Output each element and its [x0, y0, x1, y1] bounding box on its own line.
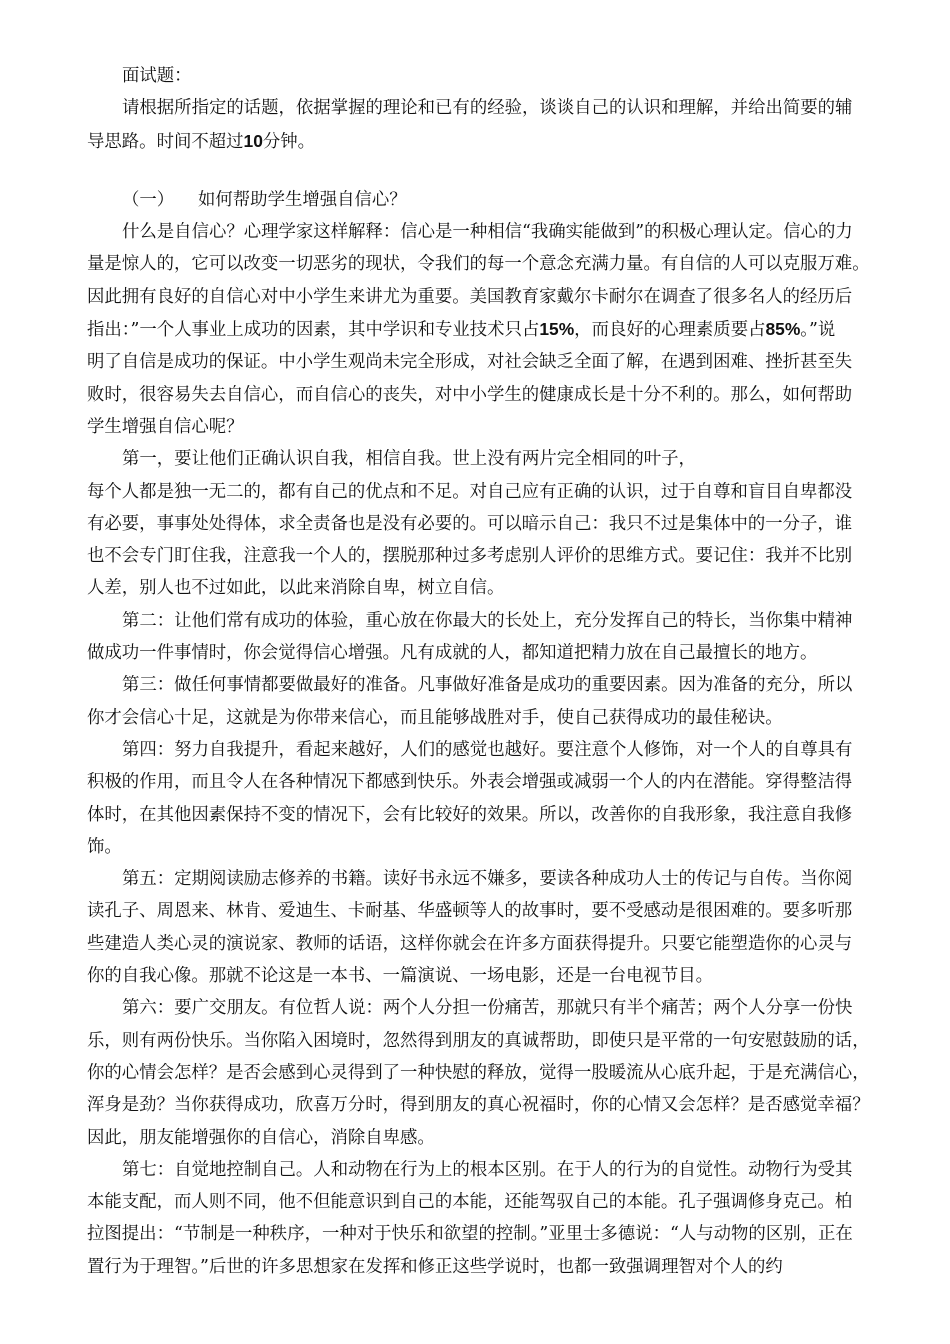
stat-number-1: 15% [539, 319, 575, 340]
body-line: 第一，要让他们正确认识自我，相信自我。世上没有两片完全相同的叶子， [122, 449, 696, 470]
body-line: 第五：定期阅读励志修养的书籍。读好书永远不嫌多，要读各种成功人士的传记与自传。当你阅 [122, 869, 853, 890]
body-line: 因此拥有良好的自信心对中小学生来讲尤为重要。美国教育家戴尔卡耐尔在调查了很多名人的经历后 [87, 286, 853, 307]
intro-paragraph-line-2 [87, 125, 945, 158]
section-heading [87, 184, 945, 216]
body-line: 每个人都是独一无二的，都有自己的优点和不足。对自己应有正确的认识，过于自尊和盲目自卑都没 [87, 481, 853, 502]
section-number: （一） [122, 189, 175, 210]
intro-label: 面试题： [122, 66, 192, 86]
body-line: 人差，别人也不过如此，以此来消除自卑，树立自信。 [87, 578, 505, 599]
body-line: 你才会信心十足，这就是为你带来信心，而且能够战胜对手，使自己获得成功的最佳秘诀。 [87, 707, 783, 728]
stat-text-c: 。”说 [800, 320, 836, 341]
body-line: 置行为于理智。”后世的许多思想家在发挥和修正这些学说时，也都一致强调理智对个人的约 [87, 1256, 783, 1277]
body-line: 你的心情会怎样？是否会感到心灵得到了一种快慰的释放，觉得一股暖流从心底升起，于是充满信心， [87, 1062, 870, 1083]
body-line: 什么是自信心？心理学家这样解释：信心是一种相信“我确实能做到”的积极心理认定。信心的力 [122, 222, 853, 243]
body-line: 有必要，事事处处得体，求全责备也是没有必要的。可以暗示自己：我只不过是集体中的一分子，谁 [87, 513, 853, 534]
body-line: 败时，很容易失去自信心，而自信心的丧失，对中小学生的健康成长是十分不利的。那么，如何帮助 [87, 384, 853, 405]
body-line: 明了自信是成功的保证。中小学生观尚未完全形成，对社会缺乏全面了解，在遇到困难、挫折甚至失 [87, 352, 853, 373]
body-line: 本能支配，而人则不同，他不但能意识到自己的本能，还能驾驭自己的本能。孔子强调修身克己。柏 [87, 1192, 853, 1213]
body-line: 第三：做任何事情都要做最好的准备。凡事做好准备是成功的重要因素。因为准备的充分，所以 [122, 675, 853, 696]
body-line: 你的自我心像。那就不论这是一本书、一篇演说、一场电影，还是一台电视节目。 [87, 966, 714, 987]
body-line: 浑身是劲？当你获得成功，欣喜万分时，得到朋友的真心祝福时，你的心情又会怎样？是否感觉幸福？ [87, 1095, 870, 1116]
section-title: 如何帮助学生增强自信心？ [198, 189, 407, 210]
intro-text-part-a: 导思路。时间不超过 [87, 131, 244, 152]
intro-paragraph-line-1: 请根据所指定的话题，依据掌握的理论和已有的经验，谈谈自己的认识和理解，并给出简要的辅 [122, 98, 853, 119]
body-line: 体时，在其他因素保持不变的情况下，会有比较好的效果。所以，改善你的自我形象，我注意自我修 [87, 804, 853, 825]
body-line: 第二：让他们常有成功的体验，重心放在你最大的长处上，充分发挥自己的特长，当你集中精神 [122, 610, 853, 631]
body-line: 也不会专门盯住我，注意我一个人的，摆脱那种过多考虑别人评价的思维方式。要记住：我并不比别 [87, 546, 853, 567]
intro-text-part-b: 分钟。 [262, 131, 316, 152]
body-line: 乐，则有两份快乐。当你陷入困境时，忽然得到朋友的真诚帮助，即使只是平常的一句安慰鼓励的话， [87, 1030, 870, 1051]
body-line: 拉图提出：“节制是一种秩序，一种对于快乐和欲望的控制。”亚里士多德说：“人与动物的区别，正在 [87, 1224, 853, 1245]
body-line: 些建造人类心灵的演说家、教师的话语，这样你就会在许多方面获得提升。只要它能塑造你的心灵与 [87, 933, 853, 954]
time-limit-number: 10 [243, 130, 263, 151]
body-line: 饰。 [87, 836, 122, 857]
body-line: 做成功一件事情时，你会觉得信心增强。凡有成就的人，都知道把精力放在自己最擅长的地方。 [87, 643, 818, 664]
stat-text-b: ，而良好的心理素质要占 [574, 320, 766, 341]
body-line: 读孔子、周恩来、林肯、爱迪生、卡耐基、华盛顿等人的故事时，要不受感动是很困难的。要多听那 [87, 901, 853, 922]
body-line: 第六：要广交朋友。有位哲人说：两个人分担一份痛苦，那就只有半个痛苦；两个人分享一份快 [122, 998, 853, 1019]
document-body [87, 60, 945, 1283]
body-line: 第七：自觉地控制自己。人和动物在行为上的根本区别。在于人的行为的自觉性。动物行为受其 [122, 1159, 853, 1180]
body-line: 因此，朋友能增强你的自信心，消除自卑感。 [87, 1127, 435, 1148]
body-line: 学生增强自信心呢？ [87, 416, 244, 437]
body-line: 积极的作用，而且令人在各种情况下都感到快乐。外表会增强或减弱一个人的内在潜能。穿得整洁得 [87, 772, 853, 793]
body-line: 第四：努力自我提升，看起来越好，人们的感觉也越好。要注意个人修饰，对一个人的自尊具有 [122, 739, 853, 760]
body-line: 量是惊人的，它可以改变一切恶劣的现状，令我们的每一个意念充满力量。有自信的人可以克服万难。 [87, 254, 870, 275]
body-line-statistics [87, 313, 945, 346]
stat-number-2: 85% [765, 319, 801, 340]
stat-text-a: 指出：”一个人事业上成功的因素，其中学识和专业技术只占 [87, 320, 540, 341]
